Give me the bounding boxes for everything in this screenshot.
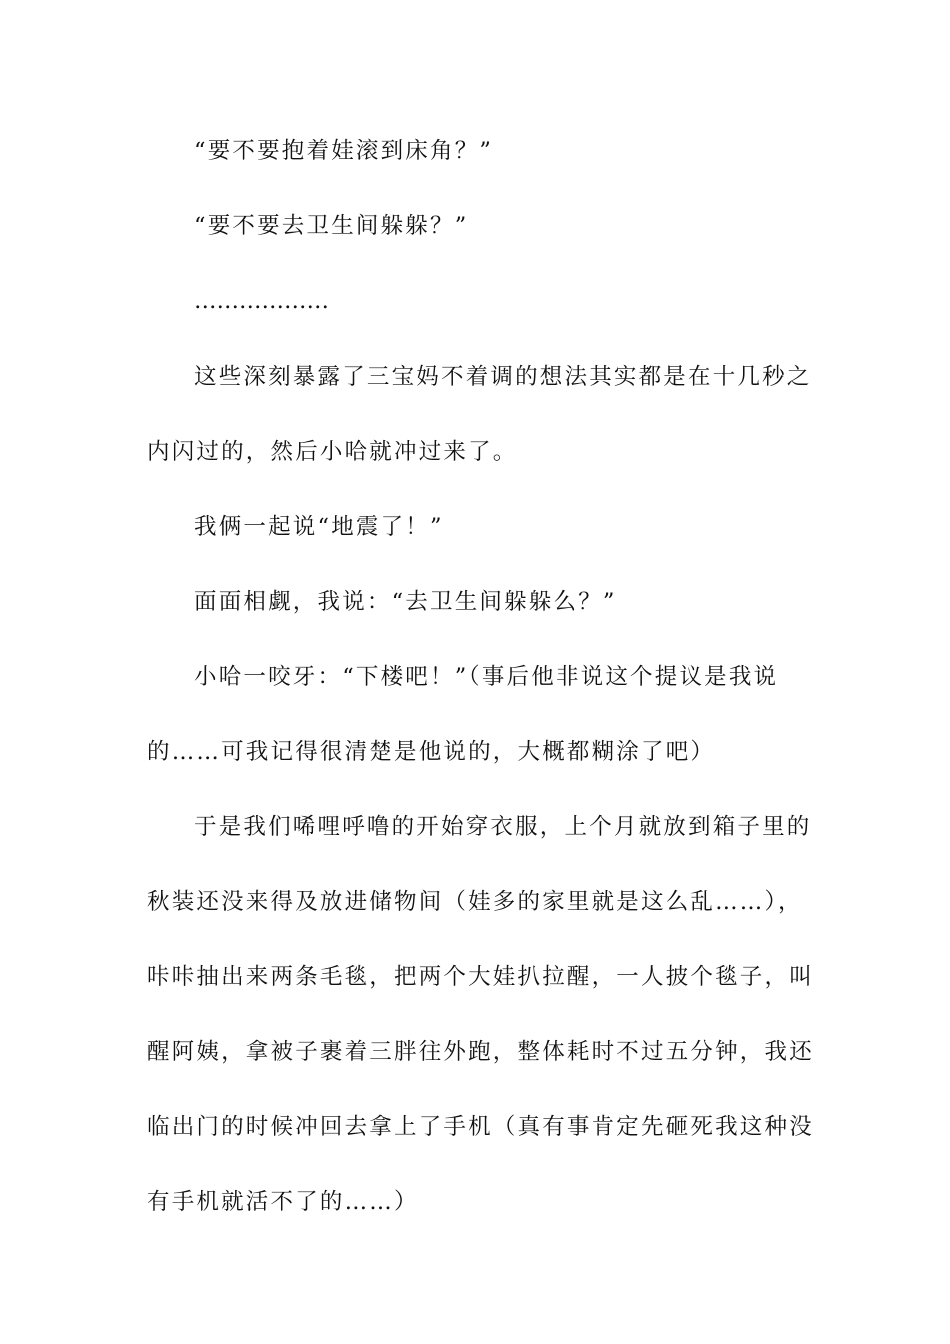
paragraph-2-line-2: 的……可我记得很清楚是他说的，大概都糊涂了吧） — [147, 739, 716, 765]
ellipsis-line: ……………… — [194, 288, 329, 314]
paragraph-3-line-2: 秋装还没来得及放进储物间（娃多的家里就是这么乱……）， — [147, 889, 803, 915]
dialogue-line-2: “要不要去卫生间躲躲？” — [194, 213, 469, 239]
paragraph-3-line-5: 临出门的时候冲回去拿上了手机（真有事肯定先砸死我这种没 — [147, 1114, 814, 1140]
dialogue-line-3: 我俩一起说“地震了！” — [194, 514, 444, 540]
paragraph-1-line-2: 内闪过的，然后小哈就冲过来了。 — [147, 439, 518, 465]
paragraph-3-line-4: 醒阿姨，拿被子裹着三胖往外跑，整体耗时不过五分钟，我还 — [147, 1039, 814, 1065]
dialogue-line-4: 面面相觑，我说：“去卫生间躲躲么？” — [194, 589, 617, 615]
paragraph-1-line-1: 这些深刻暴露了三宝妈不着调的想法其实都是在十几秒之 — [194, 364, 812, 390]
paragraph-2-line-1: 小哈一咬牙：“下楼吧！”（事后他非说这个提议是我说 — [194, 664, 779, 690]
dialogue-line-1: “要不要抱着娃滚到床角？” — [194, 138, 494, 164]
paragraph-3-line-1: 于是我们唏哩呼噜的开始穿衣服，上个月就放到箱子里的 — [194, 814, 812, 840]
paragraph-3-line-3: 咔咔抽出来两条毛毯，把两个大娃扒拉醒，一人披个毯子，叫 — [147, 964, 814, 990]
paragraph-3-line-6: 有手机就活不了的……） — [147, 1189, 419, 1215]
